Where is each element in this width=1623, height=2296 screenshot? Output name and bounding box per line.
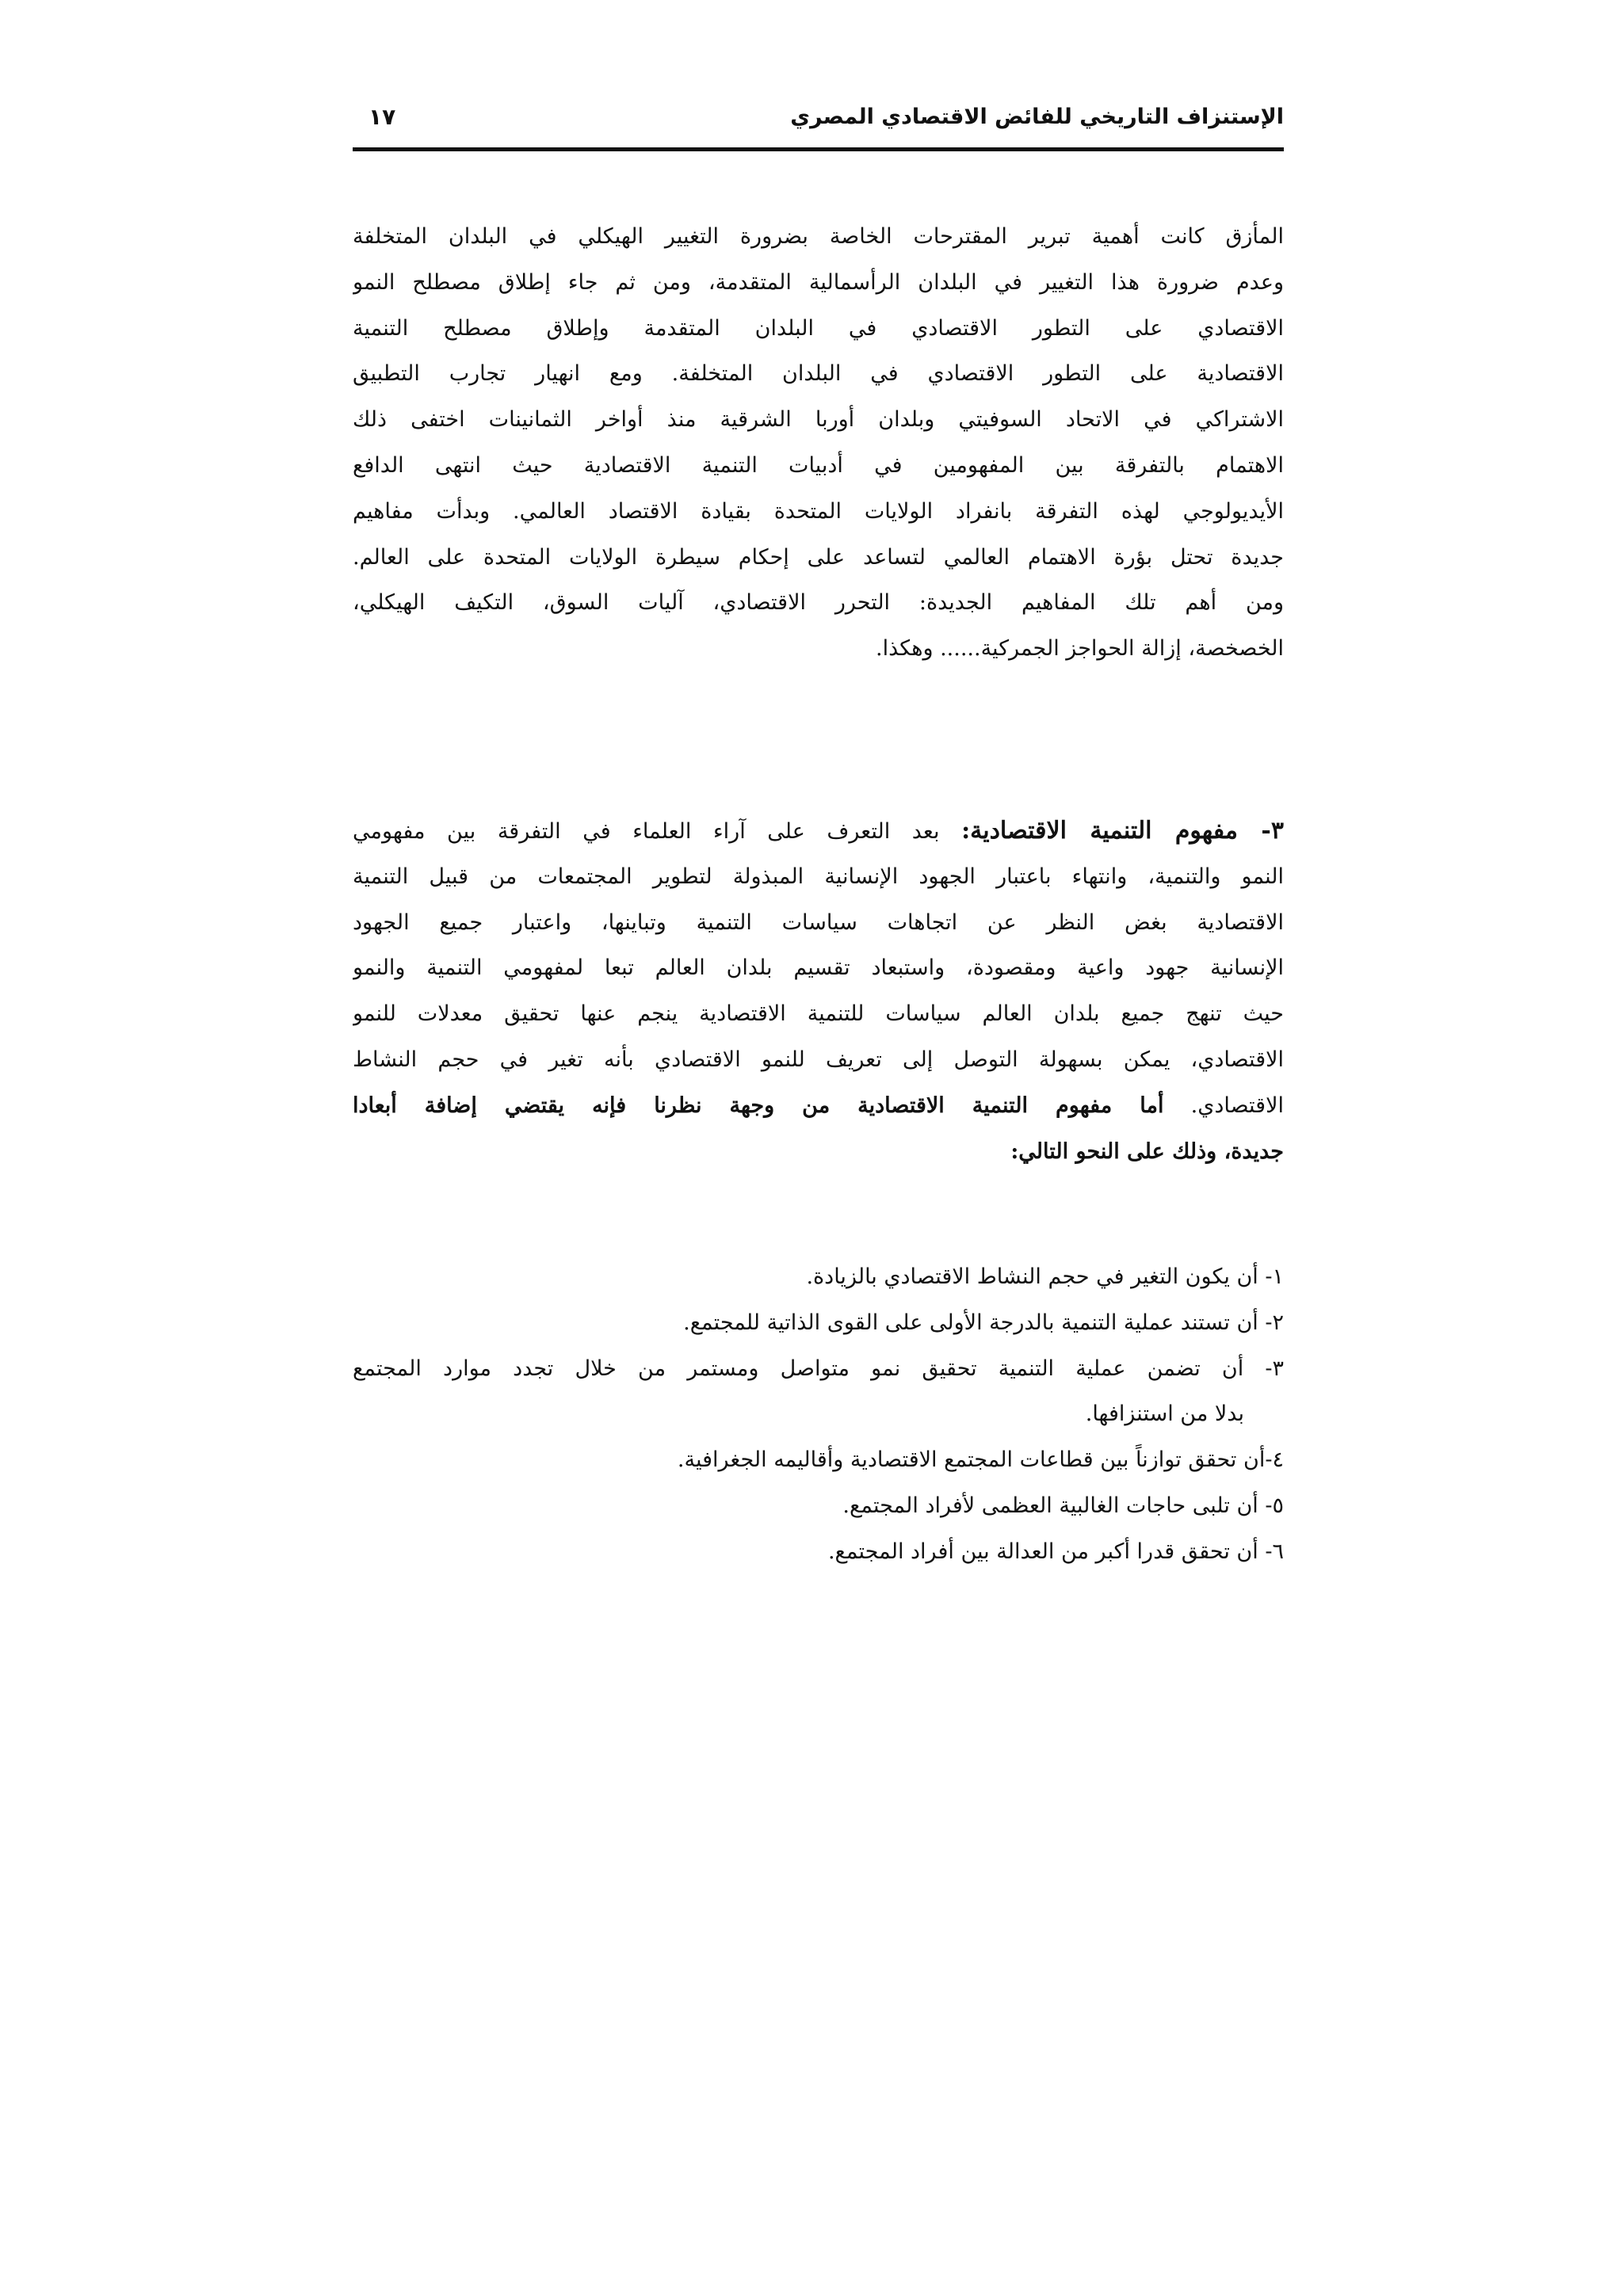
text-line — [353, 1129, 1284, 1175]
text-line: الاقتصادي على التطور الاقتصادي في البلدان المتقدمة وإطلاق مصطلح التنمية — [353, 315, 1284, 341]
text-line: الاقتصادية على التطور الاقتصادي في البلدان المتخلفة. ومع انهيار تجارب التطبيق — [353, 361, 1284, 387]
text-line: ومن أهم تلك المفاهيم الجديدة: التحرر الاقتصادي، آليات السوق، التكيف الهيكلي، — [353, 590, 1284, 616]
text-line: جديدة تحتل بؤرة الاهتمام العالمي لتساعد على إحكام سيطرة الولايات المتحدة على العالم. — [353, 544, 1284, 570]
bold-text: جديدة، وذلك على النحو التالي: — [1010, 1138, 1284, 1164]
list-item: ٢- أن تستند عملية التنمية بالدرجة الأولى على القوى الذاتية للمجتمع. — [683, 1310, 1284, 1335]
list-item: ٥- أن تلبى حاجات الغالبية العظمى لأفراد المجتمع. — [842, 1493, 1284, 1518]
section-heading: ٣- مفهوم التنمية الاقتصادية: — [961, 817, 1284, 845]
text-line: الأيديولوجي لهذه التفرقة بانفراد الولايات المتحدة بقيادة الاقتصاد العالمي. وبدأت مفاهيم — [353, 498, 1284, 524]
conditions-list — [353, 1254, 1284, 1575]
plain-text: الاقتصادي. — [1190, 1093, 1284, 1118]
section-3-paragraph — [353, 808, 1284, 1174]
running-title: الإستنزاف التاريخي للفائض الاقتصادي المصري — [790, 105, 1284, 129]
header-rule — [353, 147, 1284, 151]
list-item: ٤-أن تحقق توازناً بين قطاعات المجتمع الاقتصادية وأقاليمه الجغرافية. — [677, 1447, 1284, 1473]
text-line: الاشتراكي في الاتحاد السوفيتي وبلدان أوربا الشرقية منذ أواخر الثمانينات اختفى ذلك — [353, 407, 1284, 433]
page-number: ١٧ — [369, 104, 396, 130]
text-line: الخصخصة، إزالة الحواجز الجمركية...... وهكذا. — [876, 636, 1284, 662]
text-line — [353, 808, 1284, 854]
page-header — [353, 101, 1284, 149]
text-line: الاهتمام بالتفرقة بين المفهومين في أدبيات التنمية الاقتصادية حيث انتهى الدافع — [353, 452, 1284, 478]
section-intro-text: بعد التعرف على آراء العلماء في التفرقة بين مفهومي — [353, 819, 940, 844]
text-line: النمو والتنمية، وانتهاء باعتبار الجهود الإنسانية المبذولة لتطوير المجتمعات من قبيل التنمية — [353, 864, 1284, 889]
list-item: ٣- أن تضمن عملية التنمية تحقيق نمو متواصل ومستمر من خلال تجدد موارد المجتمع — [353, 1356, 1284, 1381]
text-line: الاقتصادي، يمكن بسهولة التوصل إلى تعريف للنمو الاقتصادي بأنه تغير في حجم النشاط — [353, 1047, 1284, 1072]
list-item: ٦- أن تحقق قدرا أكبر من العدالة بين أفراد المجتمع. — [827, 1539, 1284, 1564]
list-item-continuation: بدلا من استنزافها. — [1085, 1402, 1244, 1427]
text-line: حيث تنهج جميع بلدان العالم سياسات للتنمية الاقتصادية ينجم عنها تحقيق معدلات للنمو — [353, 1001, 1284, 1027]
text-line: وعدم ضرورة هذا التغيير في البلدان الرأسمالية المتقدمة، ومن ثم جاء إطلاق مصطلح النمو — [353, 269, 1284, 295]
bold-text: أما مفهوم التنمية الاقتصادية من وجهة نظرنا فإنه يقتضي إضافة أبعادا — [353, 1093, 1164, 1118]
paragraph-1 — [353, 214, 1284, 672]
text-line: المأزق كانت أهمية تبرير المقترحات الخاصة بضرورة التغيير الهيكلي في البلدان المتخلفة — [353, 224, 1284, 249]
text-line — [353, 1083, 1284, 1129]
list-item: ١- أن يكون التغير في حجم النشاط الاقتصادي بالزيادة. — [806, 1264, 1284, 1289]
text-line: الاقتصادية بغض النظر عن اتجاهات سياسات التنمية وتباينها، واعتبار جميع الجهود — [353, 910, 1284, 935]
text-line: الإنسانية جهود واعية ومقصودة، واستبعاد تقسيم بلدان العالم تبعا لمفهومي التنمية والنمو — [353, 955, 1284, 981]
